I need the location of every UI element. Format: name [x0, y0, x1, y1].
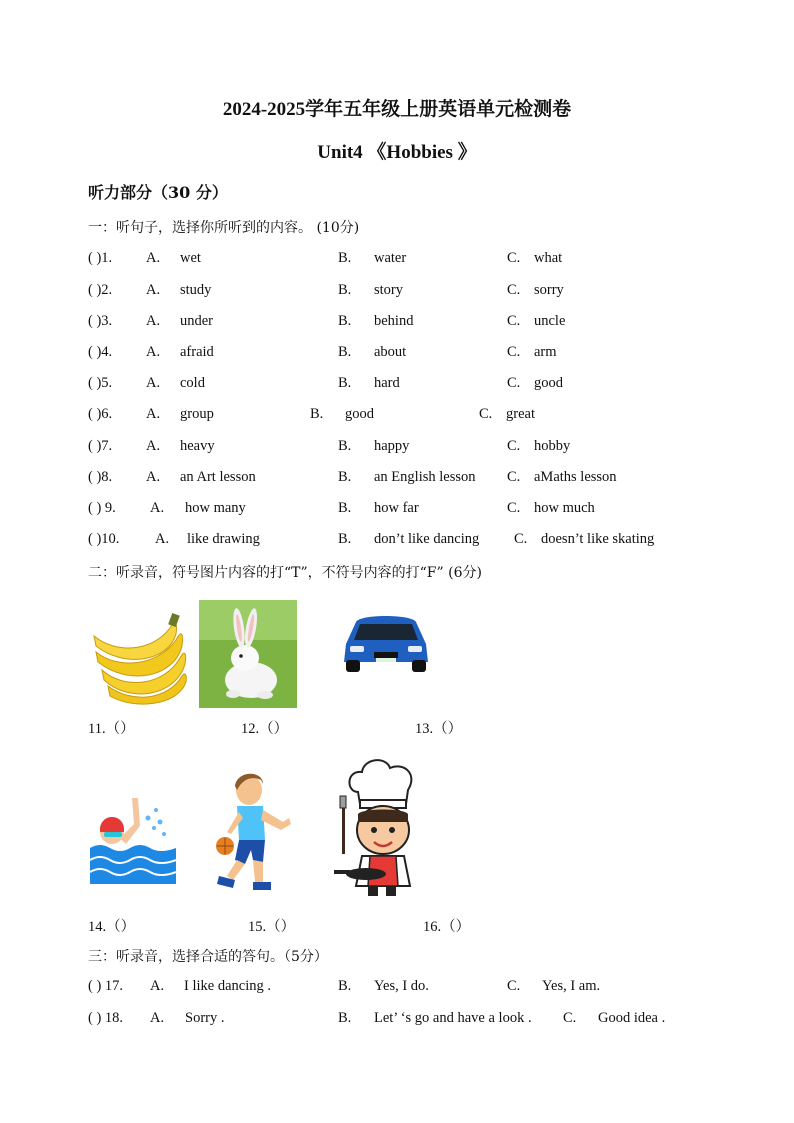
question-number: ( )10. [88, 531, 120, 547]
option-b-label: B. [338, 282, 352, 298]
car-icon [338, 600, 434, 680]
question-number: ( )3. [88, 313, 113, 329]
option-a-text: an Art lesson [180, 469, 256, 485]
option-b-label: B. [338, 469, 352, 485]
option-c-text: Good idea . [598, 1010, 666, 1026]
option-a-label: A. [146, 313, 161, 329]
chef-icon [328, 752, 432, 902]
option-a-label: A. [150, 1010, 165, 1026]
option-c-text: doesn’t like skating [541, 531, 655, 547]
option-c-text: Yes, I am. [542, 978, 601, 994]
option-c-label: C. [507, 313, 521, 329]
question-number: ( ) 18. [88, 1010, 124, 1026]
option-a-label: A. [146, 344, 161, 360]
option-b-text: behind [374, 313, 414, 329]
option-b-label: B. [310, 406, 324, 422]
option-c-label: C. [507, 438, 521, 454]
option-b-text: story [374, 282, 403, 298]
option-a-text: Sorry . [185, 1010, 225, 1026]
option-a-label: A. [155, 531, 170, 547]
option-c-label: C. [507, 469, 521, 485]
picture-12-answer[interactable]: 12.（） [241, 721, 289, 737]
picture-13-answer[interactable]: 13.（） [415, 721, 463, 737]
question-number: ( ) 17. [88, 978, 124, 994]
option-b-label: B. [338, 313, 352, 329]
option-c-label: C. [563, 1010, 577, 1026]
question-number: ( )4. [88, 344, 113, 360]
question-number: ( )5. [88, 375, 113, 391]
swimming-icon [90, 788, 176, 884]
option-c-text: how much [534, 500, 595, 516]
part1-instruction: 一：听句子，选择你所听到的内容。 (10分) [88, 220, 360, 236]
question-number: ( )7. [88, 438, 113, 454]
option-c-text: aMaths lesson [534, 469, 617, 485]
option-c-text: good [534, 375, 563, 391]
option-a-text: under [180, 313, 214, 329]
option-a-text: study [180, 282, 212, 298]
option-b-label: B. [338, 978, 352, 994]
option-b-label: B. [338, 438, 352, 454]
option-b-label: B. [338, 500, 352, 516]
option-b-text: water [374, 250, 407, 266]
option-a-text: cold [180, 375, 205, 391]
page-subtitle: Unit4 《Hobbies 》 [317, 142, 477, 163]
option-a-text: group [180, 406, 214, 422]
option-c-text: sorry [534, 282, 564, 298]
picture-14-answer[interactable]: 14.（） [88, 919, 136, 935]
option-a-label: A. [146, 282, 161, 298]
option-c-label: C. [507, 500, 521, 516]
option-b-label: B. [338, 1010, 352, 1026]
option-c-text: great [506, 406, 535, 422]
option-c-text: arm [534, 344, 557, 360]
option-b-label: B. [338, 375, 352, 391]
option-b-text: how far [374, 500, 419, 516]
option-a-label: A. [146, 438, 161, 454]
option-b-text: hard [374, 375, 400, 391]
option-b-text: good [345, 406, 374, 422]
option-c-label: C. [507, 344, 521, 360]
option-a-label: A. [146, 406, 161, 422]
picture-11-answer[interactable]: 11.（） [88, 721, 135, 737]
option-a-label: A. [150, 500, 165, 516]
part3-instruction: 三：听录音，选择合适的答句。（5分） [88, 949, 328, 965]
option-a-text: afraid [180, 344, 214, 360]
rabbit-icon [199, 600, 297, 708]
option-b-label: B. [338, 250, 352, 266]
question-number: ( )8. [88, 469, 113, 485]
option-a-text: wet [180, 250, 201, 266]
option-b-text: Yes, I do. [374, 978, 429, 994]
part2-instruction: 二：听录音，符号图片内容的打“T”，不符号内容的打“F” (6分) [88, 565, 482, 581]
option-c-text: hobby [534, 438, 571, 454]
option-c-label: C. [507, 250, 521, 266]
option-a-label: A. [146, 250, 161, 266]
option-a-text: heavy [180, 438, 215, 454]
option-b-text: happy [374, 438, 410, 454]
option-c-label: C. [514, 531, 528, 547]
option-c-text: uncle [534, 313, 566, 329]
question-number: ( ) 9. [88, 500, 116, 516]
page-title: 2024-2025学年五年级上册英语单元检测卷 [222, 99, 572, 120]
option-a-label: A. [146, 469, 161, 485]
option-b-text: don’t like dancing [374, 531, 480, 547]
option-b-label: B. [338, 344, 352, 360]
option-b-label: B. [338, 531, 352, 547]
option-c-label: C. [507, 282, 521, 298]
option-c-label: C. [479, 406, 493, 422]
question-number: ( )2. [88, 282, 113, 298]
question-number: ( )6. [88, 406, 113, 422]
question-number: ( )1. [88, 250, 113, 266]
basketball-boy-icon [205, 768, 299, 896]
option-b-text: Let’ ‘s go and have a look . [374, 1010, 532, 1026]
option-a-label: A. [146, 375, 161, 391]
option-a-text: I like dancing . [184, 978, 271, 994]
option-a-text: how many [185, 500, 246, 516]
option-b-text: an English lesson [374, 469, 476, 485]
option-c-label: C. [507, 375, 521, 391]
picture-16-answer[interactable]: 16.（） [423, 919, 471, 935]
option-c-label: C. [507, 978, 521, 994]
option-b-text: about [374, 344, 407, 360]
listening-heading: 听力部分（30 分） [88, 183, 228, 202]
banana-icon [88, 600, 188, 708]
option-c-text: what [534, 250, 563, 266]
picture-15-answer[interactable]: 15.（） [248, 919, 296, 935]
option-a-label: A. [150, 978, 165, 994]
option-a-text: like drawing [187, 531, 260, 547]
